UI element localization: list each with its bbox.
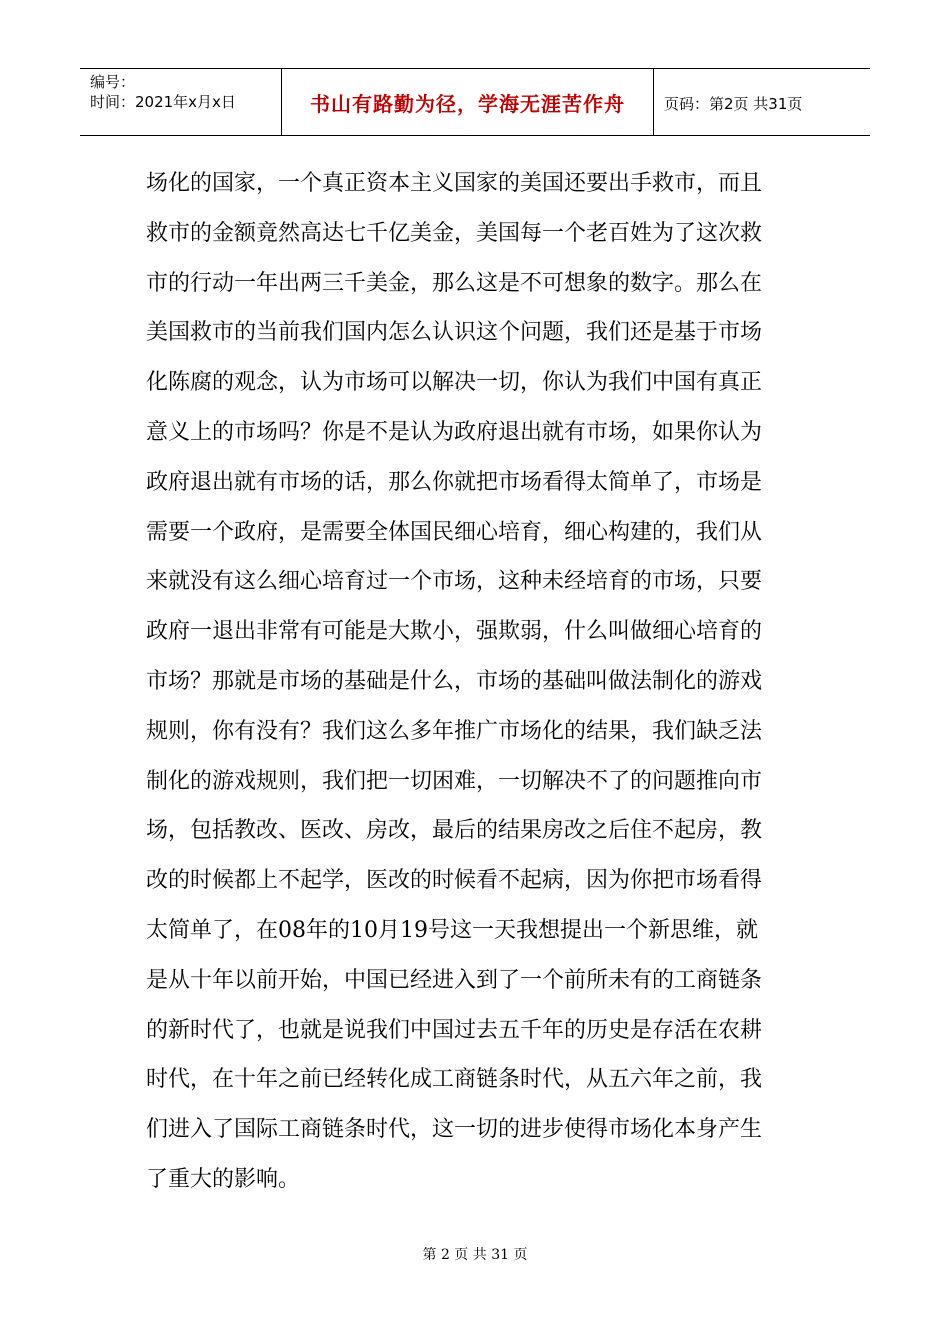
text-line: 时代，在十年之前已经转化成工商链条时代，从五六年之前，我 [146,1067,763,1093]
text-line: 救市的金额竟然高达七千亿美金，美国每一个老百姓为了这次救 [146,220,763,246]
text-line: 需要一个政府，是需要全体国民细心培育，细心构建的，我们从 [146,519,763,545]
header-left-cell [80,69,282,135]
text-line: 化陈腐的观念，认为市场可以解决一切，你认为我们中国有真正 [146,370,763,396]
text-line: 市的行动一年出两三千美金，那么这是不可想象的数字。那么在 [146,270,763,296]
page-footer: 第 2 页 共 31 页 [422,1247,528,1263]
text-line: 场化的国家，一个真正资本主义国家的美国还要出手救市，而且 [146,171,763,196]
text-line: 的新时代了，也就是说我们中国过去五千年的历史是存活在农耕 [146,1017,763,1043]
text-line: 美国救市的当前我们国内怎么认识这个问题，我们还是基于市场 [146,320,763,346]
header-motto: 书山有路勤为径，学海无涯苦作舟 [310,92,625,116]
text-line: 政府退出就有市场的话，那么你就把市场看得太简单了，市场是 [146,469,763,495]
text-line: 太简单了，在08年的10月19号这一天我想提出一个新思维，就 [146,917,758,943]
text-line: 场，包括教改、医改、房改，最后的结果房改之后住不起房，教 [146,818,763,844]
text-line: 们进入了国际工商链条时代，这一切的进步使得市场化本身产生 [146,1117,763,1143]
header-middle-cell [282,69,654,135]
text-line: 改的时候都上不起学，医改的时候看不起病，因为你把市场看得 [146,868,763,894]
page-header [80,68,870,136]
text-line: 意义上的市场吗？你是不是认为政府退出就有市场，如果你认为 [146,419,763,445]
document-date-label: 时间：2021年x月x日 [90,93,236,111]
text-line: 制化的游戏规则，我们把一切困难，一切解决不了的问题推向市 [146,768,763,794]
text-line: 是从十年以前开始，中国已经进入到了一个前所未有的工商链条 [146,967,763,993]
text-line: 了重大的影响。 [146,1166,301,1192]
text-line: 市场？那就是市场的基础是什么，市场的基础叫做法制化的游戏 [146,668,763,694]
text-line: 规则，你有没有？我们这么多年推广市场化的结果，我们缺乏法 [146,718,763,744]
header-page-info: 页码：第2页 共31页 [664,95,803,113]
text-line: 来就没有这么细心培育过一个市场，这种未经培育的市场，只要 [146,569,763,595]
document-number-label: 编号： [90,73,136,91]
document-body [146,159,806,1205]
body-paragraph [146,159,806,1205]
header-right-cell [654,69,870,135]
text-line: 政府一退出非常有可能是大欺小，强欺弱，什么叫做细心培育的 [146,619,763,645]
